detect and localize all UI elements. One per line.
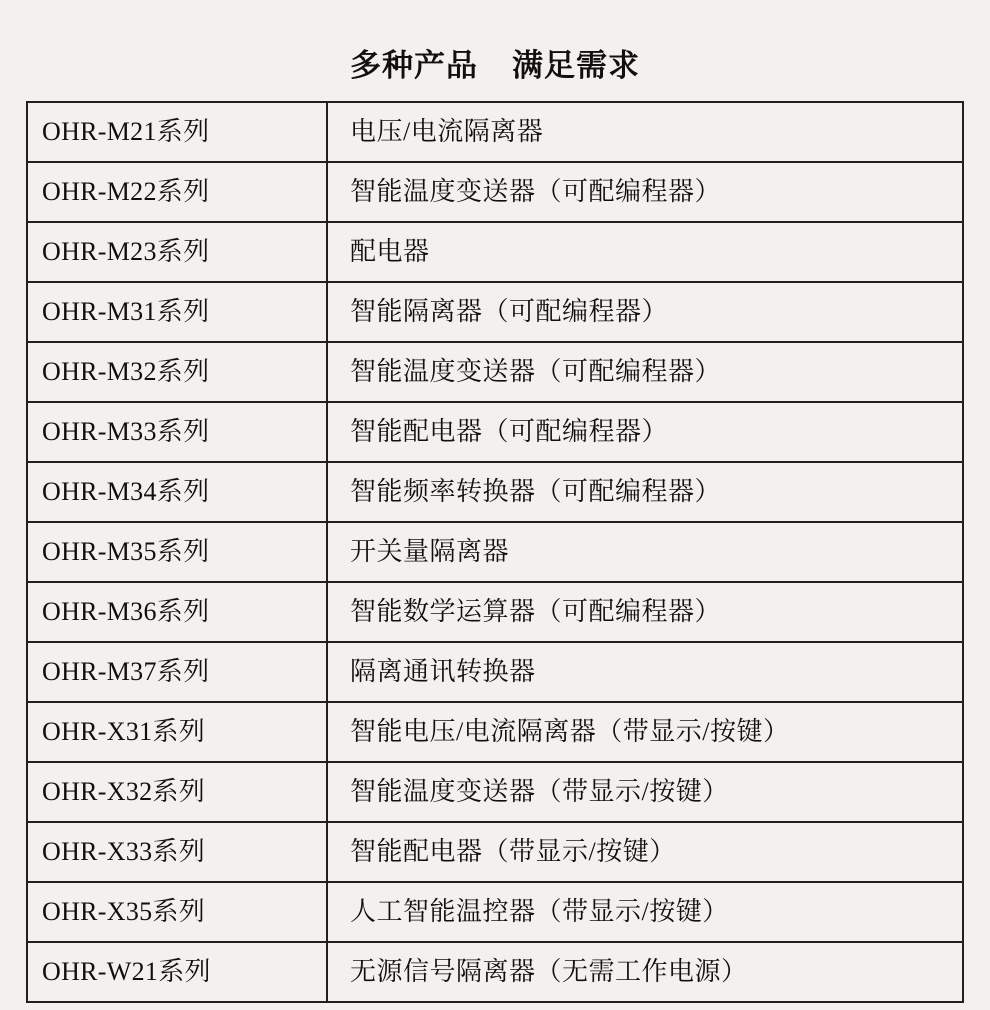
product-code: OHR-M34系列 <box>27 462 327 522</box>
table-row <box>27 522 963 582</box>
product-description: 配电器 <box>327 222 963 282</box>
product-code: OHR-M36系列 <box>27 582 327 642</box>
table-row <box>27 342 963 402</box>
product-description: 隔离通讯转换器 <box>327 642 963 702</box>
product-code: OHR-M33系列 <box>27 402 327 462</box>
table-row <box>27 822 963 882</box>
table-row <box>27 162 963 222</box>
product-code: OHR-X31系列 <box>27 702 327 762</box>
product-description: 智能温度变送器（可配编程器） <box>327 162 963 222</box>
product-table <box>26 101 964 1003</box>
product-code: OHR-M21系列 <box>27 102 327 162</box>
product-description: 智能配电器（带显示/按键） <box>327 822 963 882</box>
product-code: OHR-M31系列 <box>27 282 327 342</box>
table-row <box>27 762 963 822</box>
table-row <box>27 282 963 342</box>
product-description: 智能配电器（可配编程器） <box>327 402 963 462</box>
table-row <box>27 942 963 1002</box>
product-code: OHR-X35系列 <box>27 882 327 942</box>
table-row <box>27 702 963 762</box>
table-row <box>27 402 963 462</box>
product-description: 无源信号隔离器（无需工作电源） <box>327 942 963 1002</box>
table-row <box>27 582 963 642</box>
product-description: 智能温度变送器（可配编程器） <box>327 342 963 402</box>
product-description: 开关量隔离器 <box>327 522 963 582</box>
page-title-right: 满足需求 <box>512 48 640 83</box>
product-code: OHR-M32系列 <box>27 342 327 402</box>
product-code: OHR-M22系列 <box>27 162 327 222</box>
product-code: OHR-W21系列 <box>27 942 327 1002</box>
table-row <box>27 102 963 162</box>
table-row <box>27 882 963 942</box>
product-description: 智能电压/电流隔离器（带显示/按键） <box>327 702 963 762</box>
product-code: OHR-X33系列 <box>27 822 327 882</box>
product-table-wrapper <box>26 101 964 1003</box>
product-description: 智能温度变送器（带显示/按键） <box>327 762 963 822</box>
table-row <box>27 642 963 702</box>
table-row <box>27 222 963 282</box>
page-title <box>0 0 990 101</box>
product-description: 电压/电流隔离器 <box>327 102 963 162</box>
product-description: 智能隔离器（可配编程器） <box>327 282 963 342</box>
product-code: OHR-M35系列 <box>27 522 327 582</box>
page-title-left: 多种产品 <box>350 48 478 83</box>
table-row <box>27 462 963 522</box>
product-description: 智能频率转换器（可配编程器） <box>327 462 963 522</box>
product-code: OHR-M37系列 <box>27 642 327 702</box>
product-description: 人工智能温控器（带显示/按键） <box>327 882 963 942</box>
product-description: 智能数学运算器（可配编程器） <box>327 582 963 642</box>
product-table-body <box>27 102 963 1002</box>
product-code: OHR-X32系列 <box>27 762 327 822</box>
product-code: OHR-M23系列 <box>27 222 327 282</box>
